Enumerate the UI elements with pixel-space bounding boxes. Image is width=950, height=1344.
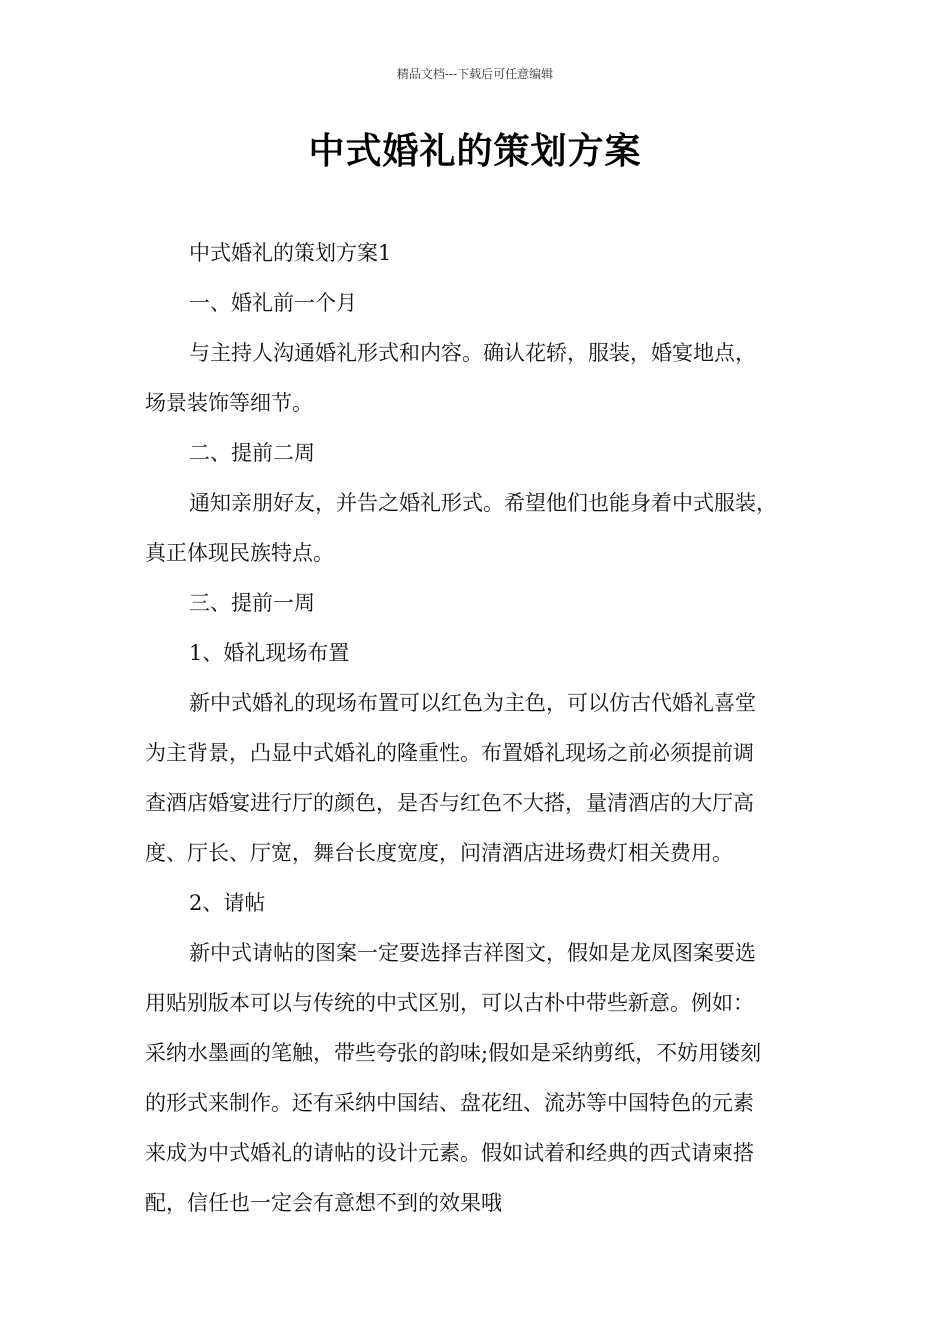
paragraph-section-1-body: 与主持人沟通婚礼形式和内容。确认花轿，服装，婚宴地点， 场景装饰等细节。 xyxy=(145,341,756,415)
paragraph-section-2-body: 通知亲朋好友，并告之婚礼形式。希望他们也能身着中式服装， 真正体现民族特点。 xyxy=(145,491,777,565)
paragraph-section-2-heading: 二、提前二周 xyxy=(189,441,315,465)
paragraph-item-2-body: 新中式请帖的图案一定要选择吉祥图文，假如是龙凤图案要选 用贴别版本可以与传统的中式区别，可以古朴中带些新意。例如： 采纳水墨画的笔触，带些夸张的韵味;假如是采纳剪纸，不妨用镂刻 的形式来制作。还有采纳中国结、盘花纽、流苏等中国特色的元素 来成为中式婚礼的请帖的设计元素。假如试着和经典的西式请柬搭 配，信任也一定会有意想不到的效果哦 xyxy=(145,941,762,1215)
header-note: 精品文档---下载后可任意编辑 xyxy=(396,67,554,81)
paragraph-plan-heading: 中式婚礼的策划方案1 xyxy=(189,241,392,265)
paragraph-item-1-heading: 1、婚礼现场布置 xyxy=(189,641,350,665)
paragraph-section-1-heading: 一、婚礼前一个月 xyxy=(189,291,357,315)
document-body xyxy=(145,228,825,1228)
paragraph-section-3-heading: 三、提前一周 xyxy=(189,591,315,615)
paragraph-item-2-heading: 2、请帖 xyxy=(189,891,266,915)
document-title: 中式婚礼的策划方案 xyxy=(308,131,642,172)
paragraph-item-1-body: 新中式婚礼的现场布置可以红色为主色，可以仿古代婚礼喜堂 为主背景，凸显中式婚礼的隆重性。布置婚礼现场之前必须提前调 查酒店婚宴进行厅的颜色，是否与红色不大搭，量清酒店的大厅高 度、厅长、厅宽，舞台长度宽度，问清酒店进场费灯相关费用。 xyxy=(145,691,756,865)
